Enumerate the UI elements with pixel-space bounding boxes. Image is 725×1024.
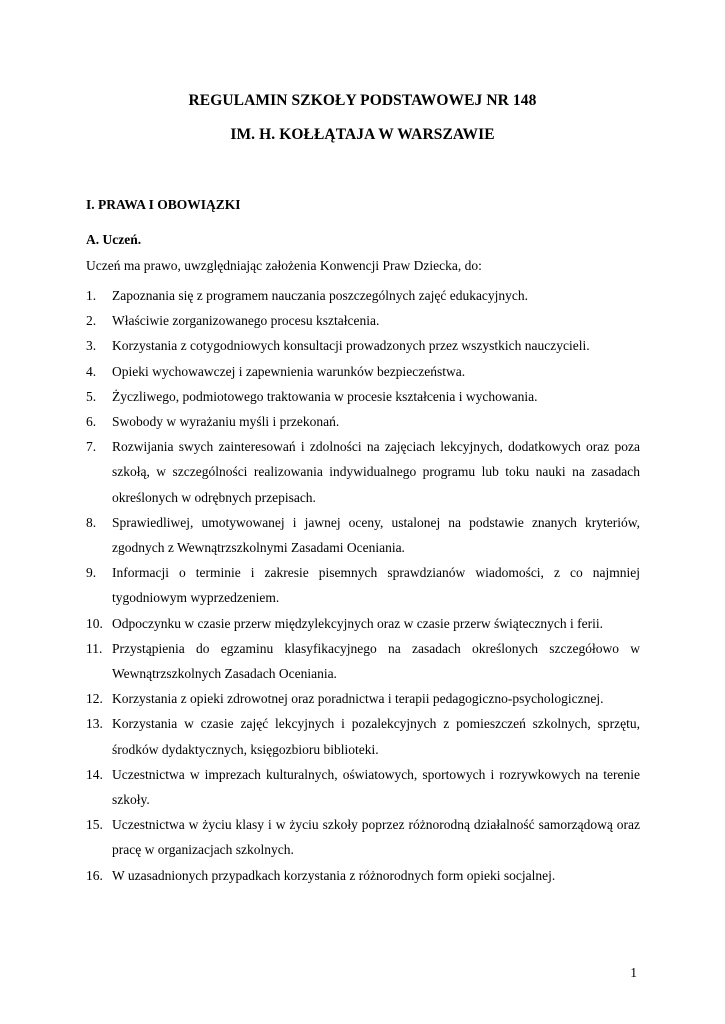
list-item-text: Korzystania w czasie zajęć lekcyjnych i pozalekcyjnych z pomieszczeń szkolnych, sprzętu, środków dydaktycznych, księgozbioru biblioteki. — [112, 716, 640, 757]
list-item-number: 8. — [86, 514, 97, 530]
list-item — [86, 636, 640, 686]
list-item — [86, 283, 640, 308]
list-item-text: Korzystania z cotygodniowych konsultacji prowadzonych przez wszystkich nauczycieli. — [112, 338, 590, 354]
list-item-number: 9. — [86, 565, 97, 581]
list-item — [86, 434, 640, 510]
list-item-text: Zapoznania się z programem nauczania poszczególnych zajęć edukacyjnych. — [112, 288, 529, 303]
list-item-text: Przystąpienia do egzaminu klasyfikacyjnego na zasadach określonych szczegółowo w Wewnątrzszkolnych Zasadach Oceniania. — [112, 640, 640, 682]
list-item-number: 4. — [86, 363, 97, 379]
list-item-number: 13. — [86, 716, 103, 732]
sub-heading: A. Uczeń. — [86, 232, 142, 247]
list-item-text: Życzliwego, podmiotowego traktowania w procesie kształcenia i wychowania. — [112, 388, 538, 404]
list-item — [86, 384, 640, 409]
list-item-text: Właściwie zorganizowanego procesu kształcenia. — [112, 313, 380, 329]
list-item-text: Opieki wychowawczej i zapewnienia warunków bezpieczeństwa. — [112, 363, 466, 379]
list-item — [86, 686, 640, 711]
list-item-text: Swobody w wyrażaniu myśli i przekonań. — [112, 414, 340, 430]
list-item-text: Sprawiedliwej, umotywowanej i jawnej oceny, ustalonej na podstawie znanych kryteriów, zgodnych z Wewnątrzszkolnymi Zasadami Oceniania. — [112, 514, 640, 556]
list-item — [86, 409, 640, 434]
list-item-number: 11. — [86, 640, 103, 656]
rights-list — [86, 283, 640, 888]
list-item-number: 5. — [86, 388, 97, 404]
list-item — [86, 711, 640, 761]
list-item-text: Uczestnictwa w życiu klasy i w życiu szkoły poprzez różnorodną działalność samorządową oraz pracę w organizacjach szkolnych. — [112, 817, 640, 858]
list-item — [86, 560, 640, 610]
list-item-number: 14. — [86, 766, 103, 782]
list-item-number: 2. — [86, 313, 97, 329]
list-item-number: 7. — [86, 439, 97, 455]
list-item-text: Uczestnictwa w imprezach kulturalnych, oświatowych, sportowych i rozrywkowych na terenie szkoły. — [112, 766, 640, 808]
list-item — [86, 308, 640, 333]
section-heading: I. PRAWA I OBOWIĄZKI — [86, 197, 241, 212]
list-item-text: Informacji o terminie i zakresie pisemnych sprawdzianów wiadomości, z co najmniej tygodniowym wyprzedzeniem. — [112, 565, 640, 606]
list-item-text: W uzasadnionych przypadkach korzystania z różnorodnych form opieki socjalnej. — [112, 867, 556, 883]
list-item — [86, 812, 640, 862]
list-item-text: Rozwijania swych zainteresowań i zdolności na zajęciach lekcyjnych, dodatkowych oraz poza szkołą, w szczególności realizowania indywidualnego programu lub toku nauki na zasadach określonych w odrębnych przepisach. — [112, 439, 640, 505]
list-item — [86, 762, 640, 812]
list-item-number: 12. — [86, 691, 103, 707]
list-item — [86, 333, 640, 358]
document-title-line-2: IM. H. KOŁŁĄTAJA W WARSZAWIE — [230, 126, 495, 143]
document-title-line-1: REGULAMIN SZKOŁY PODSTAWOWEJ NR 148 — [188, 92, 537, 109]
list-item-number: 3. — [86, 338, 97, 354]
list-item-text: Korzystania z opieki zdrowotnej oraz poradnictwa i terapii pedagogiczno-psychologicznej. — [112, 691, 604, 707]
list-item-number: 10. — [86, 615, 103, 631]
list-item-number: 6. — [86, 414, 97, 430]
list-item — [86, 359, 640, 384]
list-item-number: 1. — [86, 288, 97, 303]
intro-paragraph: Uczeń ma prawo, uwzględniając założenia Konwencji Praw Dziecka, do: — [86, 258, 482, 273]
list-item-number: 15. — [86, 817, 103, 833]
list-item-text: Odpoczynku w czasie przerw międzylekcyjnych oraz w czasie przerw świątecznych i ferii. — [112, 615, 604, 631]
list-item — [86, 863, 640, 888]
list-item-number: 16. — [86, 867, 103, 883]
list-item — [86, 611, 640, 636]
page-number: 1 — [630, 965, 637, 980]
list-item — [86, 510, 640, 560]
